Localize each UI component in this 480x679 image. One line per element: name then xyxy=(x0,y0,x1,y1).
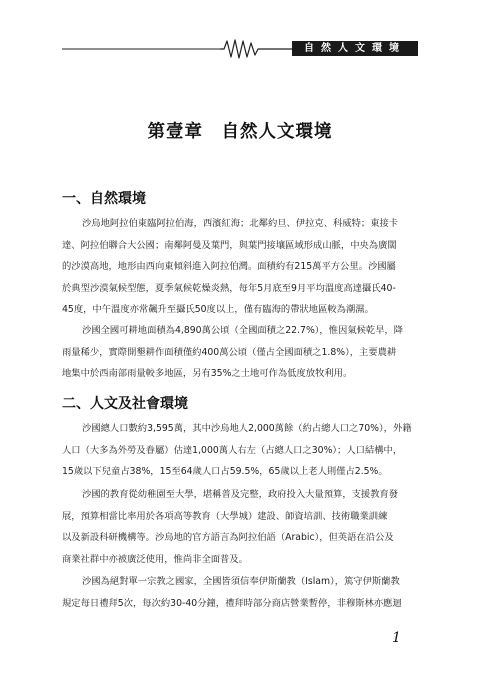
paragraph-farmland xyxy=(62,320,412,385)
paragraph-line: 沙國為絕對單一宗教之國家，全國皆須信奉伊斯蘭教（Islam），篤守伊斯蘭教 xyxy=(82,576,400,587)
paragraph-geography xyxy=(62,213,412,321)
paragraph-line: 45度，中午溫度亦常飆升至攝氏50度以上，僅有臨海的帶狀地區較為潮濕。 xyxy=(62,304,374,315)
paragraph-line: 沙國的教育從幼稚園至大學，堪稱普及完整，政府投入大量預算，支援教育發 xyxy=(82,489,399,500)
section-heading-natural: 一、自然環境 xyxy=(62,191,146,207)
paragraph-line: 於典型沙漠氣候型態，夏季氣候乾燥炎熱，每年5月底至9月平均溫度高達攝氏40- xyxy=(62,282,396,294)
page-number: 1 xyxy=(392,630,401,646)
paragraph-line: 沙國總人口數約3,595萬，其中沙烏地人2,000萬餘（約占總人口之70%），外籍 xyxy=(82,423,412,434)
paragraph-line: 的沙漠高地，地形由西向東傾斜進入阿拉伯灣。面積約有215萬平方公里。沙國屬 xyxy=(62,261,396,272)
paragraph-line: 地集中於西南部雨量較多地區，另有35%之土地可作為低度放牧利用。 xyxy=(62,368,353,379)
paragraph-line: 達、阿拉伯聯合大公國；南鄰阿曼及葉門，與葉門接壤區域形成山脈，中央為廣闊 xyxy=(62,239,397,251)
paragraph-religion xyxy=(62,571,412,614)
paragraph-population xyxy=(62,418,412,483)
paragraph-line: 沙國全國可耕地面積為4,890萬公頃（全國面積之22.7%），惟因氣候乾旱，降 xyxy=(82,325,404,336)
chapter-title: 第壹章 自然人文環境 xyxy=(147,122,333,142)
paragraph-line: 商業社群中亦被廣泛使用，惟尚非全面普及。 xyxy=(62,553,248,565)
paragraph-line: 以及新設科研機構等。沙烏地的官方語言為阿拉伯語（Arabic），但英語在沿公及 xyxy=(62,532,394,543)
header-label: 自然人文環境 xyxy=(292,41,418,56)
paragraph-education xyxy=(62,484,412,570)
section-heading-humanities: 二、人文及社會環境 xyxy=(62,396,188,412)
paragraph-line: 展，預算相當比率用於各項高等教育（大學城）建設、師資培訓、技術職業訓練 xyxy=(62,510,388,522)
paragraph-line: 雨量稀少，實際開墾耕作面積僅約400萬公頃（僅占全國面積之1.8%），主要農耕 xyxy=(62,346,397,358)
paragraph-line: 15歲以下兒童占38%，15至64歲人口占59.5%，65歲以上老人則僅占2.5%。 xyxy=(62,466,388,477)
paragraph-line: 規定每日禮拜5次，每次約30-40分鐘，禮拜時部分商店營業暫停，非穆斯林亦應迴 xyxy=(62,597,402,609)
paragraph-line: 沙烏地阿拉伯東臨阿拉伯海，西濱紅海；北鄰約旦、伊拉克、科威特；東接卡 xyxy=(82,218,399,229)
paragraph-line: 人口（大多為外勞及眷屬）估達1,000萬人右左（占總人口之30%）；人口結構中， xyxy=(62,444,403,456)
